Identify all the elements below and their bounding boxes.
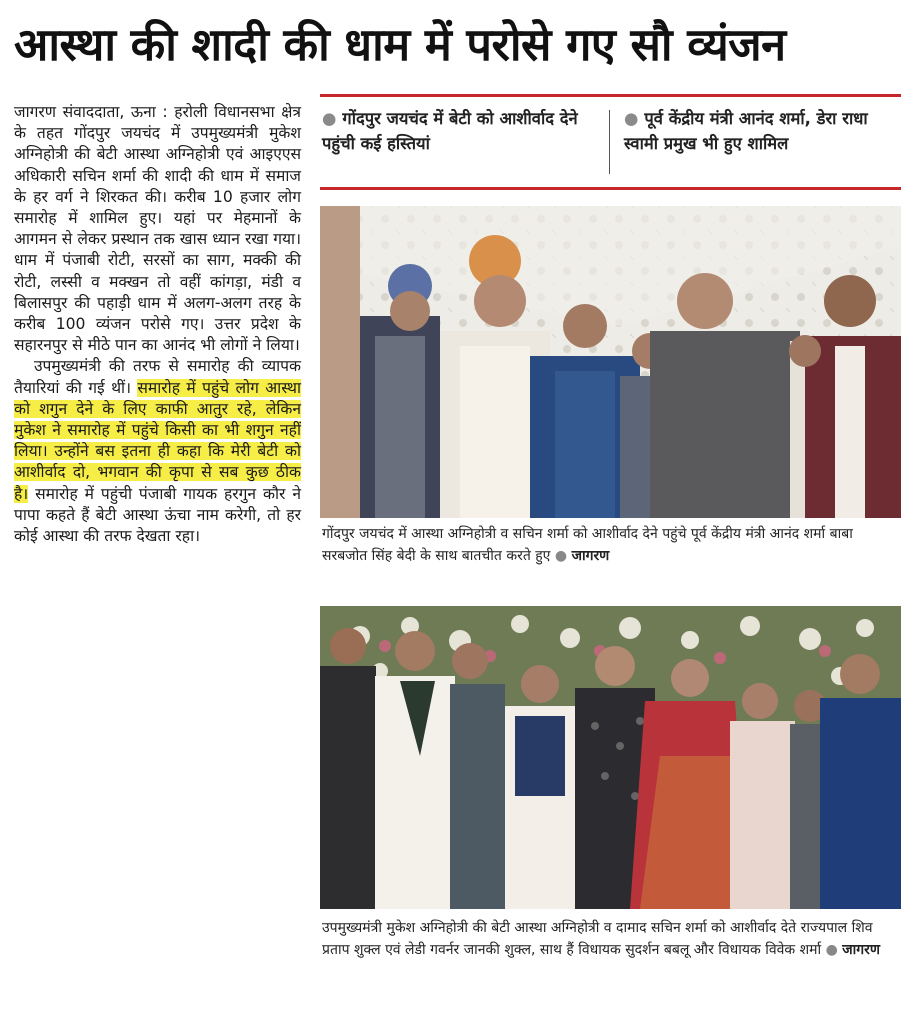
- photo-1-caption: [322, 523, 892, 567]
- kicker-top-rule: [320, 94, 901, 97]
- photo-guests-conversation: [320, 206, 901, 518]
- bullet-dot-icon: ●: [624, 109, 639, 128]
- article-body: [14, 102, 301, 547]
- kicker-left-text: गोंदपुर जयचंद में बेटी को आशीर्वाद देने पहुंची कई हस्तियां: [322, 109, 578, 153]
- photo-2-credit: जागरण: [842, 942, 881, 958]
- photo-2-caption-text: उपमुख्यमंत्री मुकेश अग्निहोत्री की बेटी आस्था अग्निहोत्री व दामाद सचिन शर्मा को आशीर्वाद देते राज्यपाल शिव प्रताप शुक्ल एवं लेडी गवर्नर जानकी शुक्ल, साथ हैं विधायक सुदर्शन बबलू और विधायक विवेक शर्मा: [322, 920, 873, 958]
- bullet-dot-icon: ●: [821, 942, 843, 958]
- kicker-right-text: पूर्व केंद्रीय मंत्री आनंद शर्मा, डेरा राधा स्वामी प्रमुख भी हुए शामिल: [624, 109, 868, 153]
- headline: आस्था की शादी की धाम में परोसे गए सौ व्यंजन: [14, 18, 786, 71]
- photo-2-image: [320, 606, 901, 909]
- body-paragraph-1: जागरण संवाददाता, ऊना : हरोली विधानसभा क्षेत्र के तहत गोंदपुर जयचंद में उपमुख्यमंत्री मुकेश अग्निहोत्री की बेटी आस्था अग्निहोत्री एवं आइएएस अधिकारी सचिन शर्मा की शादी की धाम में समाज के हर वर्ग ने शिरकत की। करीब 10 हजार लोग समारोह में शामिल हुए। यहां पर मेहमानों के आगमन से लेकर प्रस्थान तक खास ध्यान रखा गया। धाम में पंजाबी रोटी, सरसों का साग, मक्की की रोटी, लस्सी व मक्खन तो वहीं कांगड़ा, मंडी व बिलासपुर की पहाड़ी धाम में अलग-अलग तरह के करीब 100 व्यंजन परोसे गए। उत्तर प्रदेश के सहारनपुर से मीठे पान का आनंद भी लोगों ने लिया।: [14, 103, 301, 355]
- body-paragraph-2-start: उपमुख्यमंत्री की तरफ से समारोह की व्यापक तैयारियां की गई थीं।: [14, 357, 301, 397]
- highlighted-quote: समारोह में पहुंचे लोग आस्था को शगुन देने के लिए काफी आतुर रहे, लेकिन मुकेश ने समारोह में पहुंचे किसी का भी शगुन नहीं लिया। उन्होंने बस इतना ही कहा कि मेरी बेटी को आशीर्वाद दो, भगवान की कृपा से सब कुछ ठीक है।: [14, 378, 301, 503]
- kicker-right: [624, 106, 894, 156]
- photo-1-credit: जागरण: [571, 548, 610, 564]
- bullet-dot-icon: ●: [550, 548, 572, 564]
- photo-1-image: [320, 206, 901, 518]
- kicker-divider: [609, 110, 610, 174]
- body-paragraph-2: [14, 356, 301, 547]
- kicker-left: [322, 106, 602, 156]
- photo-2-caption: [322, 917, 892, 961]
- photo-wedding-group: [320, 606, 901, 909]
- photo-1-caption-text: गोंदपुर जयचंद में आस्था अग्निहोत्री व सचिन शर्मा को आशीर्वाद देने पहुंचे पूर्व केंद्रीय मंत्री आनंद शर्मा बाबा सरबजोत सिंह बेदी के साथ बातचीत करते हुए: [322, 526, 853, 564]
- kicker-bottom-rule: [320, 187, 901, 190]
- body-paragraph-2-end: समारोह में पहुंची पंजाबी गायक हरगुन कौर ने पापा कहते हैं बेटी आस्था ऊंचा नाम करेगी, तो हर कोई आस्था की तरफ देखता रहा।: [14, 484, 301, 546]
- bullet-dot-icon: ●: [322, 109, 337, 128]
